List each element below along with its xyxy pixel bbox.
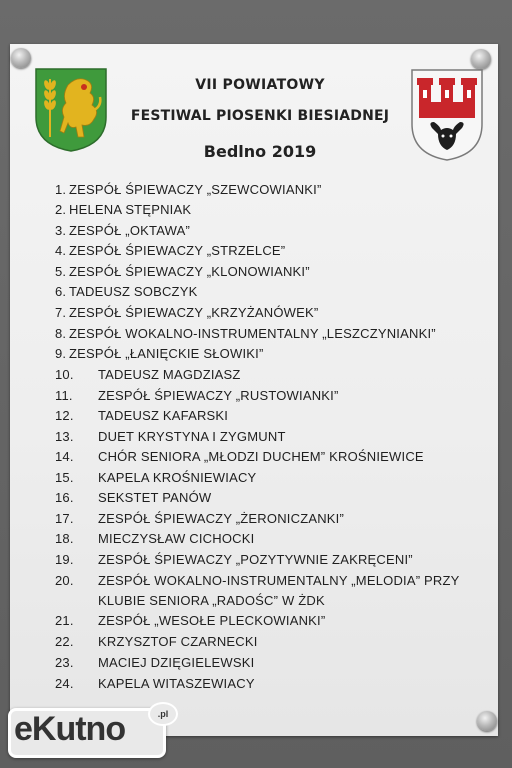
list-item-number: 5. — [55, 264, 67, 279]
list-item-name: CHÓR SENIORA „MŁODZI DUCHEM” KROŚNIEWICE — [98, 449, 424, 464]
list-item-number: 24. — [55, 676, 74, 691]
festival-title: FESTIWAL PIOSENKI BIESIADNEJ — [130, 108, 390, 124]
list-item-name: KRZYSZTOF CZARNECKI — [98, 634, 258, 649]
event-place-year: Bedlno 2019 — [203, 142, 317, 161]
list-item-number: 6. — [55, 284, 67, 299]
list-item-name: ZESPÓŁ „OKTAWA” — [69, 223, 190, 238]
list-item-name: ZESPÓŁ ŚPIEWACZY „KLONOWIANKI” — [69, 264, 310, 279]
list-item-name: ZESPÓŁ „ŁANIĘCKIE SŁOWIKI” — [69, 346, 264, 361]
list-item-name: ZESPÓŁ „WESOŁE PLECKOWIANKI” — [98, 613, 326, 628]
list-item-number: 4. — [55, 243, 67, 258]
watermark-domain-suffix: .pl — [148, 702, 178, 726]
list-item-number: 2. — [55, 202, 67, 217]
list-item-number: 22. — [55, 634, 74, 649]
list-item-number: 3. — [55, 223, 67, 238]
list-item-name: ZESPÓŁ ŚPIEWACZY „STRZELCE” — [69, 243, 286, 258]
list-item-number: 11. — [55, 388, 73, 403]
list-item-number: 17. — [55, 511, 74, 526]
list-item-name: HELENA STĘPNIAK — [69, 202, 192, 217]
list-item-number: 21. — [55, 613, 74, 628]
list-item-name: ZESPÓŁ ŚPIEWACZY „ŻERONICZANKI” — [98, 511, 345, 526]
list-item-name: MIECZYSŁAW CICHOCKI — [98, 531, 255, 546]
list-item-name: SEKSTET PANÓW — [98, 490, 212, 505]
list-item-number: 13. — [55, 429, 74, 444]
list-item-name: ZESPÓŁ ŚPIEWACZY „RUSTOWIANKI” — [98, 388, 339, 403]
list-item-number: 23. — [55, 655, 74, 670]
list-item-name: ZESPÓŁ ŚPIEWACZY „KRZYŻANÓWEK” — [69, 305, 319, 320]
list-item-name: TADEUSZ MAGDZIASZ — [98, 367, 241, 382]
list-item-number: 8. — [55, 326, 67, 341]
list-item-name: ZESPÓŁ ŚPIEWACZY „POZYTYWNIE ZAKRĘCENI” — [98, 552, 413, 567]
list-item-name: DUET KRYSTYNA I ZYGMUNT — [98, 429, 286, 444]
list-item-number: 20. — [55, 573, 74, 588]
list-item-name: KLUBIE SENIORA „RADOŚC” W ŻDK — [98, 593, 325, 608]
watermark-text: eKutno — [14, 710, 126, 748]
list-item-number: 7. — [55, 305, 67, 320]
list-item-number: 18. — [55, 531, 74, 546]
list-item-name: ZESPÓŁ WOKALNO-INSTRUMENTALNY „LESZCZYNIANKI” — [69, 326, 436, 341]
list-item-name: TADEUSZ SOBCZYK — [69, 284, 198, 299]
list-item-name: ZESPÓŁ ŚPIEWACZY „SZEWCOWIANKI” — [69, 182, 322, 197]
list-item-name: ZESPÓŁ WOKALNO-INSTRUMENTALNY „MELODIA” PRZY — [98, 573, 460, 588]
list-item-number: 10. — [55, 367, 74, 382]
list-item-number: 9. — [55, 346, 67, 361]
list-item-number: 16. — [55, 490, 74, 505]
list-item-number: 15. — [55, 470, 74, 485]
ekutno-watermark — [8, 702, 169, 758]
event-edition-title: VII POWIATOWY — [195, 77, 325, 93]
list-item-name: MACIEJ DZIĘGIELEWSKI — [98, 655, 255, 670]
list-item-name: TADEUSZ KAFARSKI — [98, 408, 229, 423]
list-item-number: 12. — [55, 408, 74, 423]
list-item-name: KAPELA WITASZEWIACY — [98, 676, 255, 691]
list-item-name: KAPELA KROŚNIEWIACY — [98, 470, 257, 485]
list-item-number: 1. — [55, 182, 67, 197]
list-item-number: 19. — [55, 552, 74, 567]
list-item-number: 14. — [55, 449, 74, 464]
